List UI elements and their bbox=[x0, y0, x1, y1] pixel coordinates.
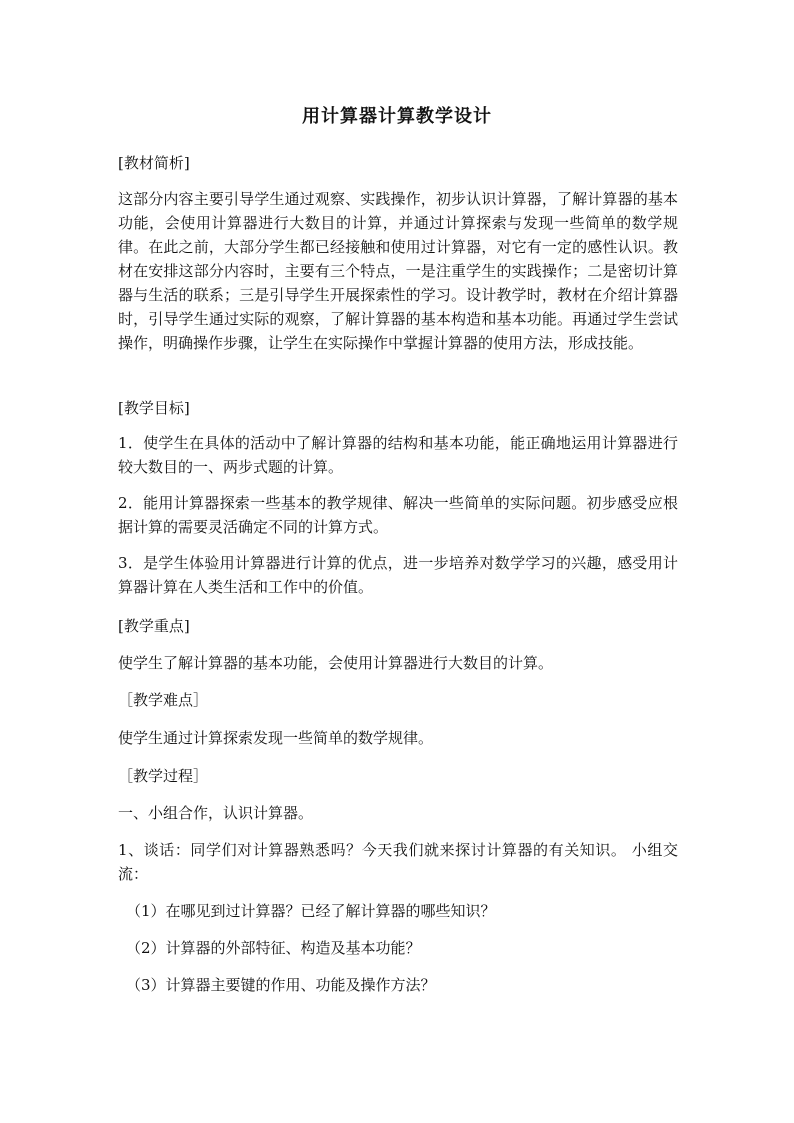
heading-textbook-analysis: [教材简析] bbox=[118, 154, 190, 172]
heading-teaching-key: [教学重点] bbox=[118, 617, 190, 635]
paragraph-textbook-analysis: 这部分内容主要引导学生通过观察、实践操作，初步认识计算器，了解计算器的基本功能，会使用计算器进行大数目的计算，并通过计算探索与发现一些简单的数学规律。在此之前，大部分学生都已经接触和使用过计算器，对它有一定的感性认识。教材在安排这部分内容时，主要有三个特点，一是注重学生的实践操作；二是密切计算器与生活的联系；三是引导学生开展探索性的学习。设计教学时，教材在介绍计算器时，引导学生通过实际的观察，了解计算器的基本构造和基本功能。再通过学生尝试操作，明确操作步骤，让学生在实际操作中掌握计算器的使用方法，形成技能。 bbox=[118, 190, 678, 352]
heading-teaching-process: ［教学过程］ bbox=[118, 767, 209, 785]
paragraph-teaching-key: 使学生了解计算器的基本功能，会使用计算器进行大数目的计算。 bbox=[118, 654, 554, 672]
process-talk: 1、谈话：同学们对计算器熟悉吗？今天我们就来探讨计算器的有关知识。 小组交流： bbox=[118, 841, 678, 883]
heading-teaching-difficulty: ［教学难点］ bbox=[118, 691, 209, 709]
document-title: 用计算器计算教学设计 bbox=[302, 106, 492, 127]
question-item-1: （1）在哪见到过计算器？已经了解计算器的哪些知识？ bbox=[126, 902, 496, 920]
goal-item-1: 1．使学生在具体的活动中了解计算器的结构和基本功能，能正确地运用计算器进行较大数目的一、两步式题的计算。 bbox=[118, 434, 678, 476]
process-step-1: 一、小组合作，认识计算器。 bbox=[118, 804, 314, 822]
question-item-3: （3）计算器主要键的作用、功能及操作方法？ bbox=[126, 976, 436, 994]
heading-teaching-goals: [教学目标] bbox=[118, 399, 190, 417]
goal-item-3: 3．是学生体验用计算器进行计算的优点，进一步培养对数学学习的兴趣，感受用计算器计算在人类生活和工作中的价值。 bbox=[118, 554, 678, 596]
goal-item-2: 2．能用计算器探索一些基本的教学规律、解决一些简单的实际问题。初步感受应根据计算的需要灵活确定不同的计算方式。 bbox=[118, 494, 678, 536]
question-item-2: （2）计算器的外部特征、构造及基本功能？ bbox=[126, 939, 421, 957]
paragraph-teaching-difficulty: 使学生通过计算探索发现一些简单的数学规律。 bbox=[118, 729, 434, 747]
